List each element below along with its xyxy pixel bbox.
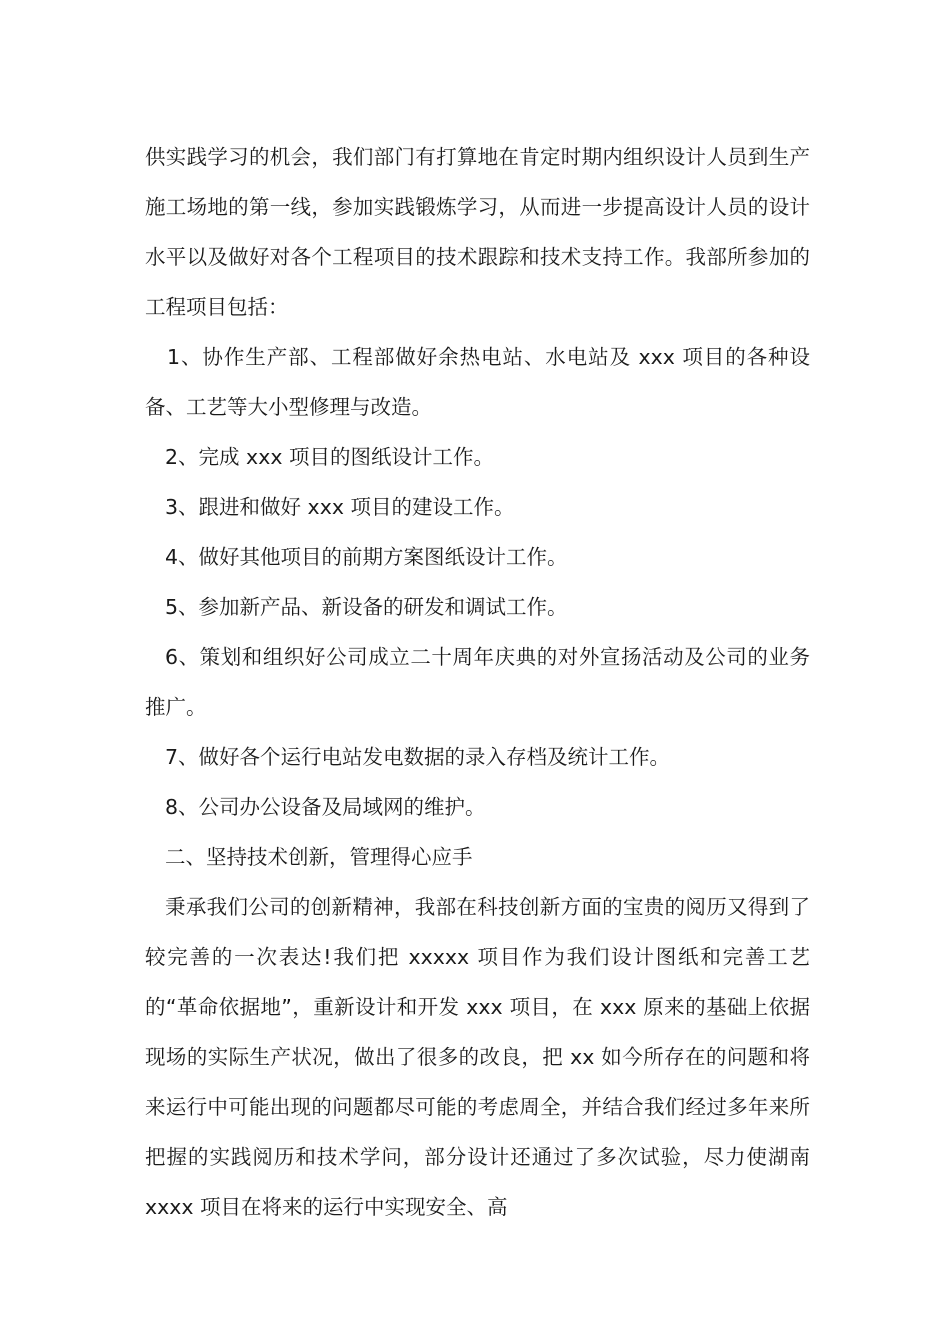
list-item-8: 8、公司办公设备及局域网的维护。 bbox=[165, 795, 486, 819]
list-item-2: 2、完成 xxx 项目的图纸设计工作。 bbox=[165, 445, 494, 469]
list-item-7: 7、做好各个运行电站发电数据的录入存档及统计工作。 bbox=[165, 745, 671, 769]
document-body bbox=[145, 132, 810, 1232]
list-item-1: 1、协作生产部、工程部做好余热电站、水电站及 xxx 项目的各种设备、工艺等大小型修理与改造。 bbox=[145, 345, 810, 419]
section-heading: 二、坚持技术创新，管理得心应手 bbox=[165, 845, 473, 869]
paragraph-intro: 供实践学习的机会，我们部门有打算地在肯定时期内组织设计人员到生产施工场地的第一线，参加实践锻炼学习，从而进一步提高设计人员的设计水平以及做好对各个工程项目的技术跟踪和技术支持工作。我部所参加的工程项目包括： bbox=[145, 145, 810, 319]
list-item-5: 5、参加新产品、新设备的研发和调试工作。 bbox=[165, 595, 568, 619]
list-item-6: 6、策划和组织好公司成立二十周年庆典的对外宣扬活动及公司的业务推广。 bbox=[145, 645, 810, 719]
paragraph-innovation: 秉承我们公司的创新精神，我部在科技创新方面的宝贵的阅历又得到了较完善的一次表达!我们把 xxxxx 项目作为我们设计图纸和完善工艺的“革命依据地”，重新设计和开发 xxx 项目，在 xxx 原来的基础上依据现场的实际生产状况，做出了很多的改良，把 xx 如今所存在的问题和将来运行中可能出现的问题都尽可能的考虑周全，并结合我们经过多年来所把握的实践阅历和技术学问，部分设计还通过了多次试验，尽力使湖南 xxxx 项目在将来的运行中实现安全、高 bbox=[145, 895, 810, 1219]
list-item-4: 4、做好其他项目的前期方案图纸设计工作。 bbox=[165, 545, 568, 569]
list-item-3: 3、跟进和做好 xxx 项目的建设工作。 bbox=[165, 495, 515, 519]
